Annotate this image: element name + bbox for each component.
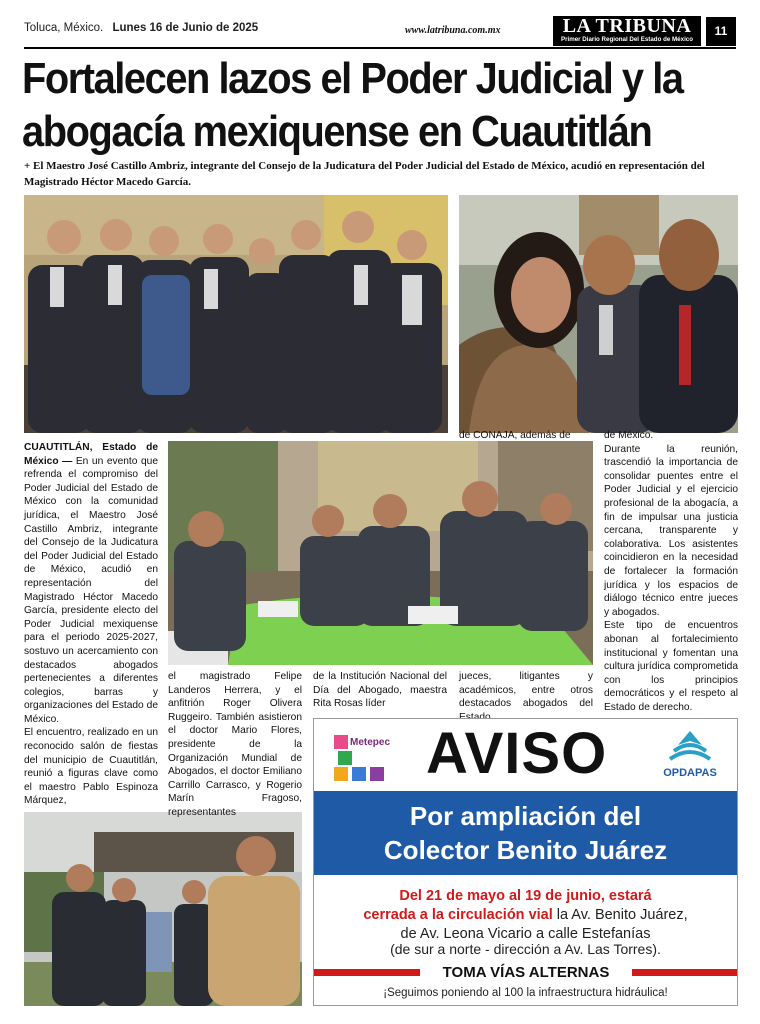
article-body-p6-top: de México.: [604, 430, 654, 441]
ad-alt-routes-bar: [314, 963, 737, 982]
article-column-4: [459, 670, 593, 724]
header-rule: [24, 47, 736, 49]
ad-title: AVISO: [426, 721, 608, 786]
article-body-p2: El encuentro, realizado en un reconocido salón de fiestas del municipio de Cuautitlán, reunió a figuras clave como el maestro Pablo Espinoza Márquez,: [24, 727, 158, 807]
article-body-p4: de la Institución Nacional del Día del Abogado, maestra Rita Rosas líder: [313, 671, 447, 710]
article-body-p6: Durante la reunión, trascendió la importancia de consolidar puentes entre el Poder Judicial y el ejercicio profesional de la abogacía, a fin de impulsar una justicia cercana, transparente y colaborativa. Los asistentes coincidieron en la necesidad de fortalecer la formación jurídica y los espacios de diálogo técnico entre jueces y abogados.: [604, 443, 738, 618]
ad-closure-notice: [314, 887, 737, 944]
dateline-header: [24, 22, 258, 34]
ad-band-line-1: Por ampliación del: [409, 801, 642, 831]
page-number: 11: [706, 17, 736, 46]
header-date: Lunes 16 de Junio de 2025: [112, 22, 259, 34]
article-column-4-top: de CONAJA, además de: [459, 430, 571, 441]
selfie-photo: [459, 195, 738, 433]
masthead-logo: [553, 16, 701, 46]
article-body-p5: jueces, litigantes y académicos, entre otros destacados abogados del: [459, 671, 593, 710]
metepec-logo-text: Metepec: [350, 737, 391, 748]
ad-footer: ¡Seguimos poniendo al 100 la infraestructura hidráulica!: [383, 987, 668, 999]
outdoor-photo: [24, 812, 302, 1006]
article-column-2: [168, 670, 302, 820]
ad-dates: Del 21 de mayo al 19 de junio, estará: [399, 888, 652, 904]
header-url[interactable]: www.latribuna.com.mx: [405, 25, 501, 36]
article-subhead: + El Maestro José Castillo Ambriz, integrante del Consejo de la Judicatura del Poder Judicial del Estado de México, acudió en representación del Magistrado Héctor Macedo García.: [24, 160, 705, 188]
article-column-3: [313, 670, 447, 711]
ad-direction: (de sur a norte - dirección a Av. Las Torres).: [390, 941, 661, 957]
article-dateline: CUAUTITLÁN, Estado de México —: [24, 442, 158, 467]
headline-line-2: abogacía mexiquense en Cuautitlán: [22, 107, 652, 156]
article-body-p3: el magistrado Felipe Landeros Herrera, y el anfitrión Roger Olivera Ruggeiro. También asistieron el doctor Mario Flores, presidente de la Organización Mundial de Abogados, el doctor Emiliano Carrillo Carrasco, y Rogerio Marín Fragoso, representantes: [168, 671, 302, 818]
table-meeting-photo: [168, 441, 593, 665]
masthead-tagline: Primer Diario Regional Del Estado de México: [560, 36, 694, 43]
opdapas-logo: [654, 727, 726, 785]
article-headline: [22, 52, 683, 158]
ad-street: la Av. Benito Juárez,: [552, 907, 688, 923]
header-city: Toluca, México.: [24, 22, 104, 34]
article-column-5: [604, 429, 738, 714]
masthead-name: LA TRIBUNA: [562, 15, 692, 37]
headline-line-1: Fortalecen lazos el Poder Judicial y la: [22, 54, 683, 103]
ad-band-line-2: Colector Benito Juárez: [383, 835, 668, 865]
aviso-advertisement[interactable]: [313, 718, 738, 1006]
ad-segment: de Av. Leona Vicario a calle Estefanías: [400, 926, 651, 942]
article-column-1: [24, 441, 158, 808]
ad-blue-band: [314, 791, 737, 875]
article-body-p1: En un evento que refrenda el compromiso del Poder Judicial del Estado de México con la comunidad jurídica, el Maestro José Castillo Ambriz, integrante del Consejo de la Judicatura del Poder Judicial del Estado de México, acudió en representación del Magistrado Héctor Macedo García, presidente electo del Poder Judicial mexiquense para el periodo 2025-2027, sostuvo un acercamiento con destacados abogados pertenecientes a diferentes colegios, barras y organizaciones del Estado de México.: [24, 455, 158, 725]
ad-closure: cerrada a la circulación vial: [363, 907, 553, 923]
ad-alt-routes: TOMA VÍAS ALTERNAS: [420, 963, 632, 982]
ad-header: [314, 719, 737, 791]
opdapas-logo-text: OPDAPAS: [663, 767, 717, 779]
metepec-logo: [332, 727, 402, 785]
group-photo: [24, 195, 448, 433]
article-body-p7: Este tipo de encuentros abonan al fortalecimiento institucional y fomentan una cultura jurídica comprometida con los principios democráticos y el respeto al Estado de derecho.: [604, 620, 738, 713]
